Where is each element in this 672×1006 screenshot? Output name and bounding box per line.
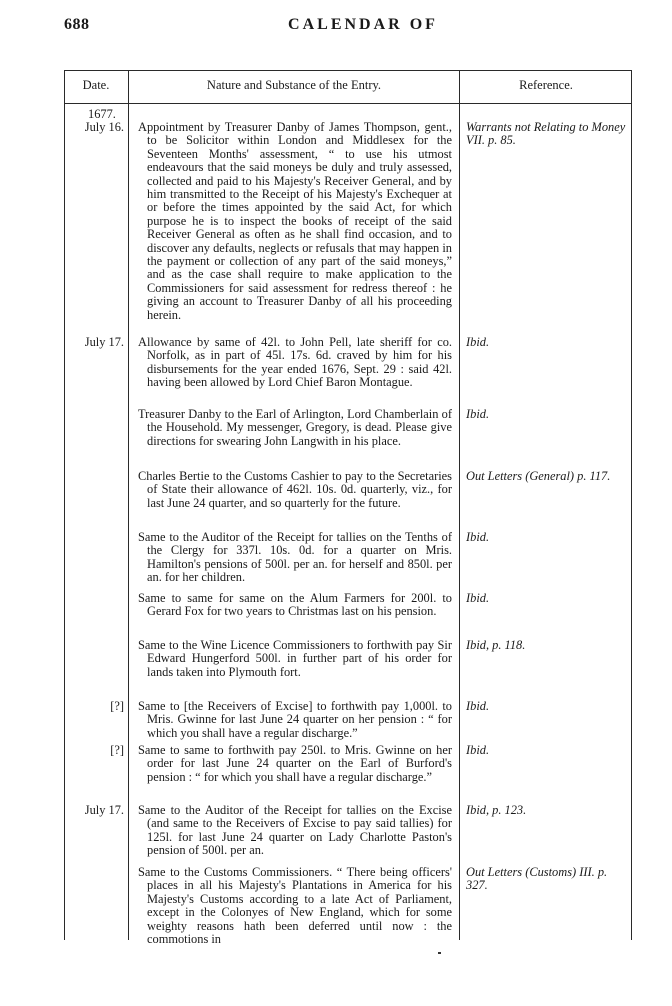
entry-reference: Ibid.	[466, 699, 490, 713]
calendar-table	[64, 70, 632, 947]
entry-text: Allowance by same of 42l. to John Pell, late sheriff for co. Norfolk, as in part of 45l. 17s. 6d. craved by him for his disbursements for the year ended 1676, Sept. 29 : said 42l. having been allowed by Lord Chief Baron Montague.	[138, 335, 452, 390]
entry-reference: Ibid.	[466, 530, 490, 544]
entry-text: Appointment by Treasurer Danby of James Thompson, gent., to be Solicitor within London and Middlesex for the Seventeen Months' assessment, “ to use his utmost endeavours that the said moneys be duly and truly assessed, collected and paid to his Majesty's Receiver General, and by him transmitted to the Receipt of his Majesty's Exchequer at or before the times appointed by the said Act, for which purpose he is to inspect the books of receipt of the said Receiver General as often as he shall find occasion, and to discover any defaults, neglects or refusals that may happen in the payment or collection of any part of the said moneys,” and as the case shall require to make application to the Commissioners for said assessment for redress thereof : he giving an account to Treasurer Danby of all his proceeding herein.	[138, 120, 452, 322]
entry-reference: Ibid.	[466, 591, 490, 605]
entry-date: July 17.	[84, 335, 124, 349]
entry-text: Treasurer Danby to the Earl of Arlington, Lord Chamberlain of the Household. My messenger, Gregory, is dead. Please give directions for swearing John Langwith in his place.	[138, 407, 452, 448]
column-header-reference: Reference.	[519, 78, 573, 92]
entry-date: [?]	[110, 743, 124, 757]
entry-text: Same to same to forthwith pay 250l. to Mris. Gwinne on her order for last June 24 quarter on the Earl of Burford's pension : “ for which you shall have a regular discharge.”	[138, 743, 452, 784]
entry-date: [?]	[110, 699, 124, 713]
page-number: 688	[64, 16, 90, 33]
reference-column-rule	[459, 70, 460, 940]
entry-text: Same to [the Receivers of Excise] to forthwith pay 1,000l. to Mris. Gwinne for last June 24 quarter on her pension : “ for which you shall have a regular discharge.”	[138, 699, 452, 740]
entry-year: 1677.	[88, 107, 116, 121]
column-header-nature: Nature and Substance of the Entry.	[206, 78, 382, 92]
entry-text: Same to the Customs Commissioners. “ There being officers' places in all his Majesty's Plantations in America for his Majesty's Customs according to a late Act of Parliament, except in the Colonyes of New England, which for some weighty reasons hath been deferred until now : the commotions in	[138, 865, 452, 947]
page-mark	[438, 952, 441, 954]
entry-text: Same to the Wine Licence Commissioners to forthwith pay Sir Edward Hungerford 500l. in further part of his order for lands taken into Plymouth fort.	[138, 638, 452, 679]
entry-date: 1677. July 16.	[66, 108, 124, 135]
entry-reference: Ibid, p. 123.	[466, 803, 527, 817]
column-header-date: Date.	[82, 78, 110, 92]
entry-text: Same to the Auditor of the Receipt for tallies on the Excise (and same to the Receivers of Excise to pay said tallies) for 125l. for last June 24 quarter on Lady Charlotte Paston's pension of 500l. per an.	[138, 803, 452, 858]
entry-reference: Out Letters (General) p. 117.	[466, 469, 611, 483]
running-title: CALENDAR OF	[288, 16, 438, 33]
running-head	[64, 16, 632, 40]
date-column-rule	[128, 70, 129, 940]
entry-reference: Ibid.	[466, 743, 490, 757]
entry-reference: Ibid.	[466, 407, 490, 421]
right-rule	[631, 70, 632, 940]
entry-text: Charles Bertie to the Customs Cashier to pay to the Secretaries of State their allowance of 462l. 10s. 0d. quarterly, viz., for last June 24 quarter, and so quarterly for the future.	[138, 469, 452, 510]
table-top-rule	[64, 70, 632, 71]
entry-reference: Ibid.	[466, 335, 490, 349]
entry-reference: Ibid, p. 118.	[466, 638, 526, 652]
entry-date: July 17.	[84, 803, 124, 817]
header-rule	[64, 103, 632, 104]
entry-text: Same to the Auditor of the Receipt for tallies on the Tenths of the Clergy for 337l. 10s. 0d. for a quarter on Mris. Hamilton's pensions of 500l. per an. for herself and 850l. per an. for her children.	[138, 530, 452, 585]
entry-reference: Warrants not Relating to Money VII. p. 85.	[466, 120, 626, 148]
left-rule	[64, 70, 65, 940]
entry-text: Same to same for same on the Alum Farmers for 200l. to Gerard Fox for two years to Christmas last on his pension.	[138, 591, 452, 619]
entry-reference: Out Letters (Customs) III. p. 327.	[466, 865, 608, 893]
